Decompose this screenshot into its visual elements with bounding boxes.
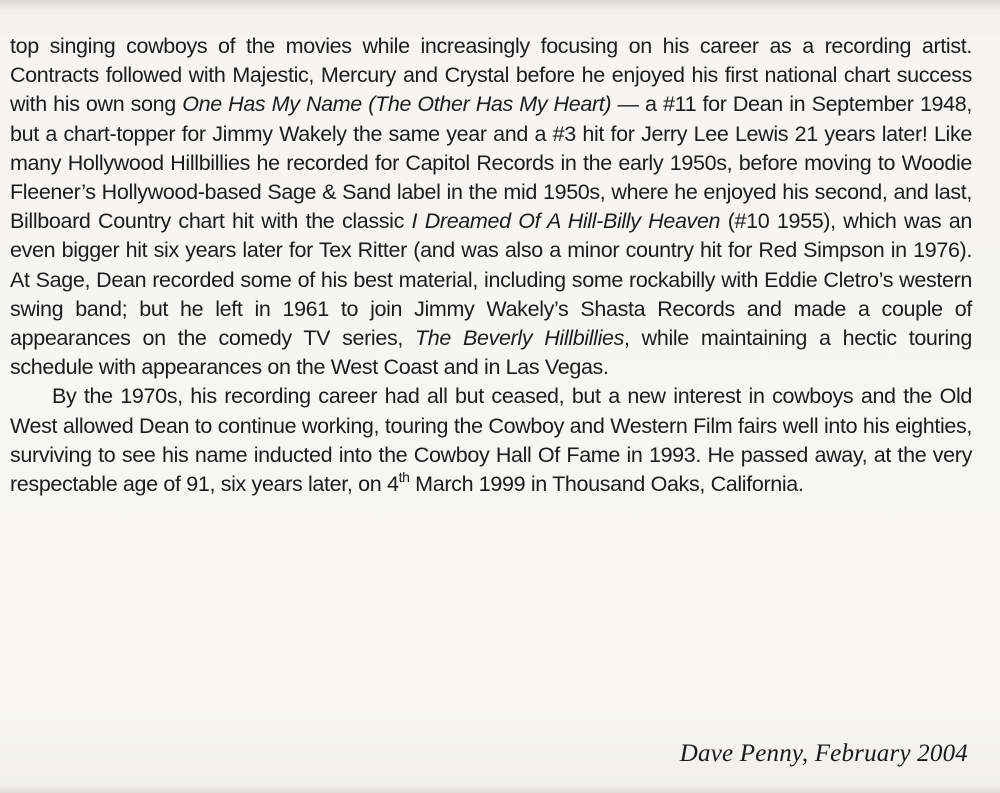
song-title: I Dreamed Of A Hill-Billy Heaven (411, 209, 721, 234)
text-run: — a #11 for Dean in September 1948, but a chart-topper for Jimmy Wakely the same year and a #3 hit for Jerry Lee Lewis 21 years later! Like many Hollywood Hillbillies he recorded for Capitol Records in the early 1950s, before moving to Woodie Fleener’s Hollywood-based Sage & Sand label in the mid 1950s, where he enjoyed his second, and last, Billboard Country chart hit with the classic (10, 92, 972, 234)
song-title: The Beverly Hillbillies (415, 326, 625, 351)
text-run: March 1999 in Thousand Oaks, California. (409, 472, 804, 497)
text-run: top singing cowboys of the movies while increasingly focusing on his career as a recording artist. Contracts followed with Majestic, Mercury and Crystal before he enjoyed his first national chart success with his own song (10, 34, 972, 117)
article-text (10, 32, 972, 499)
paper-edge-top (0, 0, 1000, 10)
paper-edge-bottom (0, 785, 1000, 793)
text-run: , while maintaining a hectic touring schedule with appearances on the West Coast and in Las Vegas. (10, 326, 972, 380)
paragraph-1 (10, 32, 972, 382)
text-run: (#10 1955), which was an even bigger hit six years later for Tex Ritter (and was also a minor country hit for Red Simpson in 1976). At Sage, Dean recorded some of his best material, including some rockabilly with Eddie Cletro’s western swing band; but he left in 1961 to join Jimmy Wakely’s Shasta Records and made a couple of appearances on the comedy TV series, (10, 209, 972, 351)
paragraph-2 (10, 382, 972, 499)
text-run: By the 1970s, his recording career had all but ceased, but a new interest in cowboys and the Old West allowed Dean to continue working, touring the Cowboy and Western Film fairs well into his eighties, surviving to see his name inducted into the Cowboy Hall Of Fame in 1993. He passed away, at the very respectable age of 91, six years later, on 4 (10, 384, 972, 497)
ordinal-suffix: th (398, 469, 410, 486)
author-signature: Dave Penny, February 2004 (679, 740, 968, 767)
song-title: One Has My Name (The Other Has My Heart) (182, 92, 612, 117)
